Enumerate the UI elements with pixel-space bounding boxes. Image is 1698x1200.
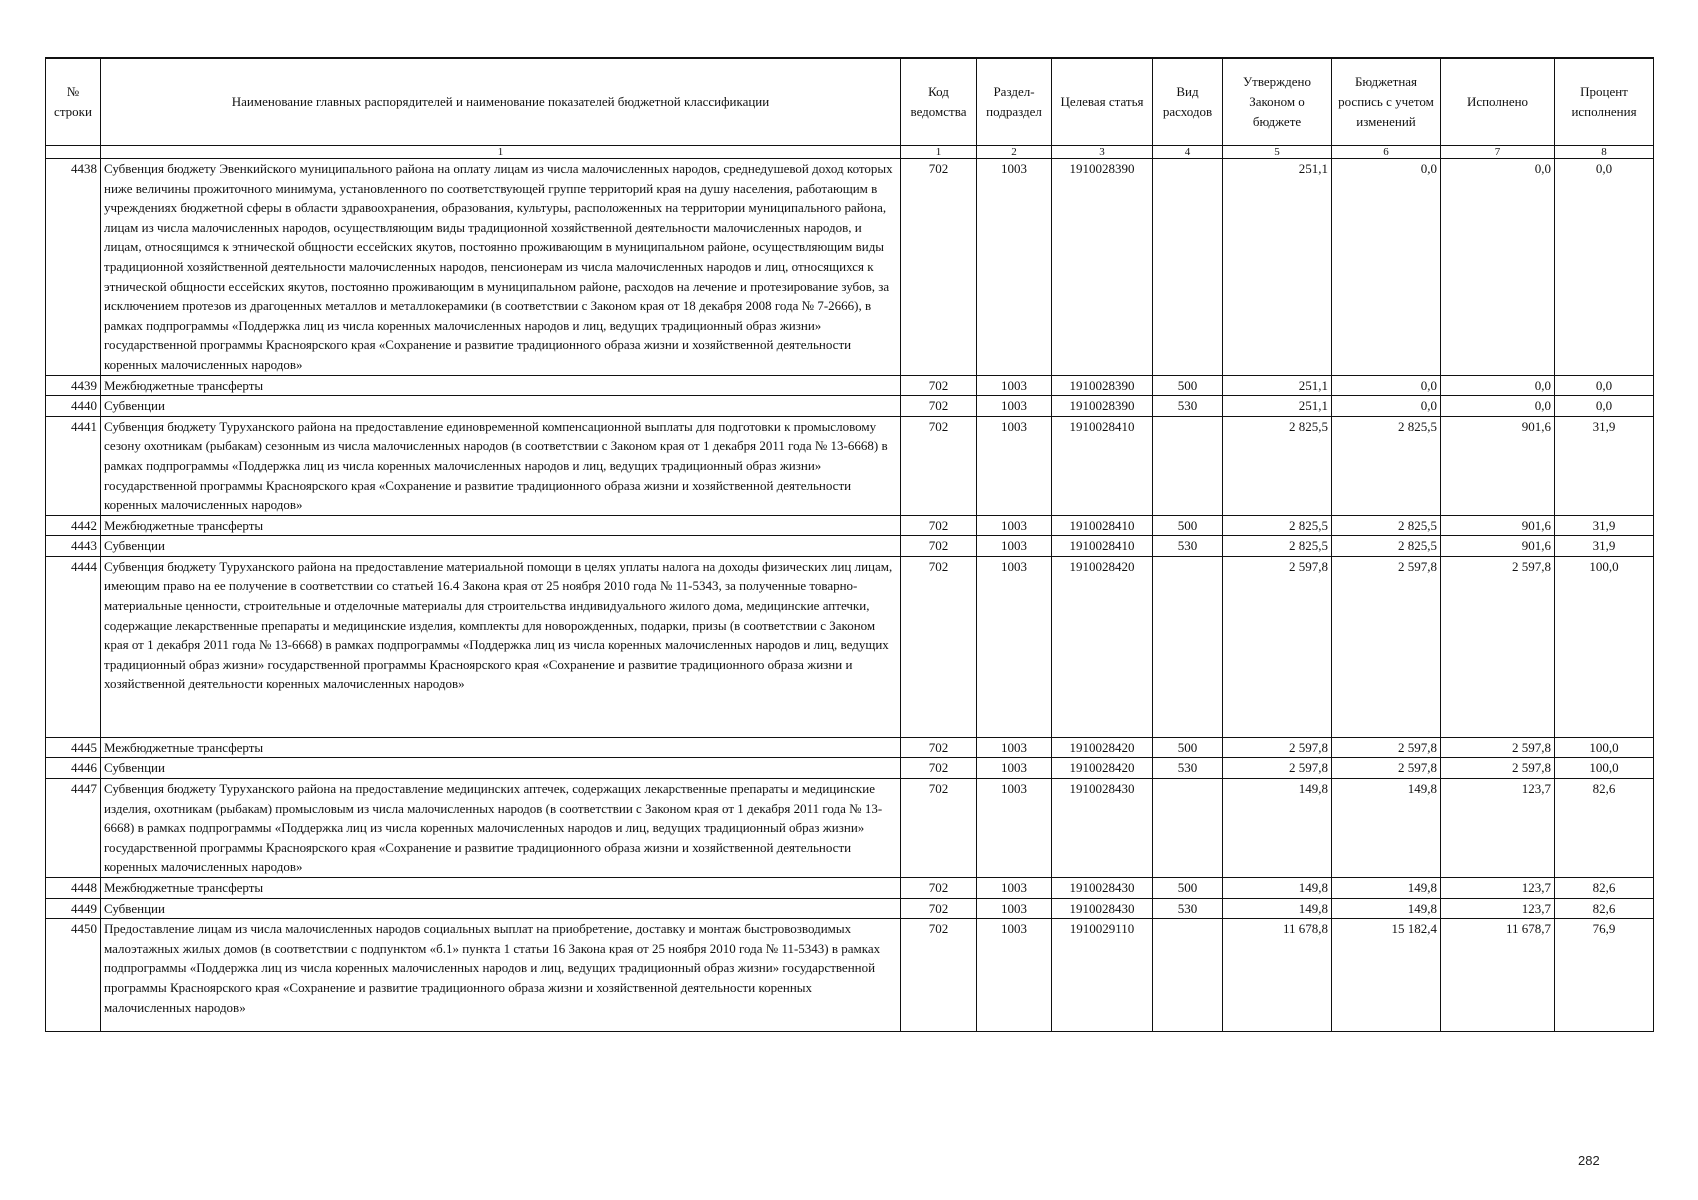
dept-code: 702 [901,515,977,536]
table-row [46,159,1654,376]
row-name: Межбюджетные трансферты [101,878,901,899]
dept-code: 702 [901,737,977,758]
budget-amount: 0,0 [1332,159,1441,376]
column-number: 8 [1555,146,1654,159]
table-row [46,919,1654,1032]
row-number: 4446 [46,758,101,779]
expense-type: 500 [1153,375,1223,396]
dept-code: 702 [901,159,977,376]
dept-code: 702 [901,556,977,737]
target-code: 1910029110 [1052,919,1153,1032]
section-code: 1003 [977,758,1052,779]
budget-amount: 149,8 [1332,779,1441,878]
table-row [46,878,1654,899]
header-approved: Утверждено Законом о бюджете [1223,58,1332,146]
dept-code: 702 [901,779,977,878]
column-number: 4 [1153,146,1223,159]
row-number: 4442 [46,515,101,536]
column-number: 1 [901,146,977,159]
target-code: 1910028390 [1052,159,1153,376]
percent-executed: 82,6 [1555,898,1654,919]
executed-amount: 2 597,8 [1441,737,1555,758]
percent-executed: 100,0 [1555,758,1654,779]
budget-amount: 149,8 [1332,898,1441,919]
budget-amount: 2 597,8 [1332,556,1441,737]
row-number: 4445 [46,737,101,758]
budget-amount: 2 597,8 [1332,737,1441,758]
column-number: 2 [977,146,1052,159]
table-row [46,375,1654,396]
column-number [46,146,101,159]
section-code: 1003 [977,779,1052,878]
table-row [46,556,1654,737]
dept-code: 702 [901,898,977,919]
row-name: Субвенции [101,536,901,557]
dept-code: 702 [901,536,977,557]
percent-executed: 0,0 [1555,375,1654,396]
percent-executed: 82,6 [1555,878,1654,899]
row-name: Субвенции [101,898,901,919]
budget-report-sheet [45,57,1653,1032]
target-code: 1910028430 [1052,779,1153,878]
executed-amount: 901,6 [1441,536,1555,557]
row-number: 4449 [46,898,101,919]
expense-type [1153,159,1223,376]
budget-table [45,57,1654,1032]
expense-type [1153,416,1223,515]
row-name: Предоставление лицам из числа малочисленных народов социальных выплат на приобретение, доставку и монтаж быстровозводимых малоэтажных жилых домов (в соответствии с подпунктом «б.1» пункта 1 статьи 16 Закона края от 25 ноября 2010 года № 11-5343) в рамках подпрограммы «Поддержка лиц из числа коренных малочисленных народов и лиц, ведущих традиционный образ жизни» государственной программы Красноярского края «Сохранение и развитие традиционного образа жизни и хозяйственной деятельности коренных малочисленных народов» [101,919,901,1032]
row-name: Межбюджетные трансферты [101,737,901,758]
approved-amount: 2 825,5 [1223,536,1332,557]
percent-executed: 100,0 [1555,556,1654,737]
row-name: Субвенции [101,758,901,779]
target-code: 1910028430 [1052,898,1153,919]
row-number: 4441 [46,416,101,515]
executed-amount: 901,6 [1441,416,1555,515]
header-expense-type: Вид расходов [1153,58,1223,146]
table-row [46,737,1654,758]
row-name: Субвенции [101,396,901,417]
table-row [46,515,1654,536]
expense-type [1153,779,1223,878]
dept-code: 702 [901,396,977,417]
approved-amount: 251,1 [1223,159,1332,376]
percent-executed: 31,9 [1555,515,1654,536]
percent-executed: 0,0 [1555,396,1654,417]
section-code: 1003 [977,396,1052,417]
row-number: 4443 [46,536,101,557]
budget-amount: 0,0 [1332,375,1441,396]
budget-amount: 2 825,5 [1332,515,1441,536]
header-executed: Исполнено [1441,58,1555,146]
executed-amount: 2 597,8 [1441,758,1555,779]
section-code: 1003 [977,416,1052,515]
expense-type: 530 [1153,396,1223,417]
executed-amount: 0,0 [1441,396,1555,417]
header-dept-code: Код ведомства [901,58,977,146]
executed-amount: 901,6 [1441,515,1555,536]
percent-executed: 31,9 [1555,416,1654,515]
target-code: 1910028410 [1052,416,1153,515]
approved-amount: 149,8 [1223,898,1332,919]
approved-amount: 149,8 [1223,779,1332,878]
row-number: 4440 [46,396,101,417]
budget-amount: 0,0 [1332,396,1441,417]
row-number: 4444 [46,556,101,737]
header-name: Наименование главных распорядителей и наименование показателей бюджетной классификации [101,58,901,146]
executed-amount: 123,7 [1441,878,1555,899]
section-code: 1003 [977,878,1052,899]
dept-code: 702 [901,375,977,396]
page-number: 282 [1578,1153,1600,1168]
approved-amount: 2 597,8 [1223,737,1332,758]
budget-amount: 149,8 [1332,878,1441,899]
section-code: 1003 [977,556,1052,737]
expense-type [1153,556,1223,737]
table-row [46,779,1654,878]
expense-type: 500 [1153,515,1223,536]
expense-type: 530 [1153,898,1223,919]
column-number: 7 [1441,146,1555,159]
header-section: Раздел-подраздел [977,58,1052,146]
row-number: 4447 [46,779,101,878]
approved-amount: 2 597,8 [1223,556,1332,737]
column-number: 6 [1332,146,1441,159]
row-name: Субвенция бюджету Туруханского района на предоставление медицинских аптечек, содержащих лекарственные препараты и медицинские изделия, охотникам (рыбакам) промысловым из числа малочисленных народов (в соответствии с Законом края от 1 декабря 2011 года № 13-6668) в рамках подпрограммы «Поддержка лиц из числа коренных малочисленных народов и лиц, ведущих традиционный образ жизни» государственной программы Красноярского края «Сохранение и развитие традиционного образа жизни и хозяйственной деятельности коренных малочисленных народов» [101,779,901,878]
column-number: 3 [1052,146,1153,159]
approved-amount: 251,1 [1223,396,1332,417]
row-name: Межбюджетные трансферты [101,375,901,396]
target-code: 1910028420 [1052,737,1153,758]
section-code: 1003 [977,898,1052,919]
table-row [46,416,1654,515]
percent-executed: 76,9 [1555,919,1654,1032]
row-name: Субвенция бюджету Эвенкийского муниципального района на оплату лицам из числа малочисленных народов, среднедушевой доход которых ниже величины прожиточного минимума, установленного по соответствующей группе территорий края на душу населения, работающим в учреждениях бюджетной сферы в области здравоохранения, образования, культуры, расположенных на территории муниципального района, лицам из числа малочисленных народов, осуществляющим виды традиционной хозяйственной деятельности малочисленных народов, и лицам, относящимся к этнической общности ессейских якутов, постоянно проживающим в муниципальном районе, осуществляющим виды традиционной хозяйственной деятельности малочисленных народов, пенсионерам из числа малочисленных народов и лиц, относящихся к этнической общности ессейских якутов, постоянно проживающим в муниципальном районе, расходов на лечение и протезирование зубов, за исключением протезов из драгоценных металлов и металлокерамики (в соответствии с Законом края от 18 декабря 2008 года № 7-2666), в рамках подпрограммы «Поддержка лиц из числа коренных малочисленных народов и лиц, ведущих традиционный образ жизни» государственной программы Красноярского края «Сохранение и развитие традиционного образа жизни и хозяйственной деятельности коренных малочисленных народов» [101,159,901,376]
budget-amount: 15 182,4 [1332,919,1441,1032]
target-code: 1910028430 [1052,878,1153,899]
approved-amount: 2 825,5 [1223,515,1332,536]
dept-code: 702 [901,758,977,779]
row-name: Субвенция бюджету Туруханского района на предоставление единовременной компенсационной выплаты для подготовки к промысловому сезону охотникам (рыбакам) сезонным из числа малочисленных народов (в соответствии с Законом края от 1 декабря 2011 года № 13-6668) в рамках подпрограммы «Поддержка лиц из числа коренных малочисленных народов и лиц, ведущих традиционный образ жизни» государственной программы Красноярского края «Сохранение и развитие традиционного образа жизни и хозяйственной деятельности коренных малочисленных народов» [101,416,901,515]
row-name: Субвенция бюджету Туруханского района на предоставление материальной помощи в целях уплаты налога на доходы физических лиц лицам, имеющим право на ее получение в соответствии со статьей 16.4 Закона края от 25 ноября 2010 года № 11-5343, за полученные товарно-материальные ценности, строительные и отделочные материалы для строительства индивидуального жилого дома, медицинские аптечки, содержащие лекарственные препараты и медицинские изделия, комплекты для новорожденных, подарки, призы (в соответствии с Законом края от 1 декабря 2011 года № 13-6668) в рамках подпрограммы «Поддержка лиц из числа коренных малочисленных народов и лиц, ведущих традиционный образ жизни» государственной программы Красноярского края «Сохранение и развитие традиционного образа жизни и хозяйственной деятельности коренных малочисленных народов» [101,556,901,737]
row-number: 4439 [46,375,101,396]
row-number: 4450 [46,919,101,1032]
header-row-number: № строки [46,58,101,146]
percent-executed: 31,9 [1555,536,1654,557]
target-code: 1910028420 [1052,758,1153,779]
percent-executed: 100,0 [1555,737,1654,758]
approved-amount: 11 678,8 [1223,919,1332,1032]
row-number: 4448 [46,878,101,899]
dept-code: 702 [901,416,977,515]
section-code: 1003 [977,515,1052,536]
percent-executed: 82,6 [1555,779,1654,878]
table-row [46,898,1654,919]
header-target: Целевая статья [1052,58,1153,146]
approved-amount: 251,1 [1223,375,1332,396]
budget-amount: 2 597,8 [1332,758,1441,779]
table-row [46,758,1654,779]
executed-amount: 123,7 [1441,779,1555,878]
budget-amount: 2 825,5 [1332,416,1441,515]
target-code: 1910028390 [1052,396,1153,417]
approved-amount: 2 825,5 [1223,416,1332,515]
expense-type: 500 [1153,737,1223,758]
dept-code: 702 [901,878,977,899]
expense-type [1153,919,1223,1032]
section-code: 1003 [977,159,1052,376]
approved-amount: 2 597,8 [1223,758,1332,779]
dept-code: 702 [901,919,977,1032]
column-number: 5 [1223,146,1332,159]
expense-type: 500 [1153,878,1223,899]
section-code: 1003 [977,737,1052,758]
expense-type: 530 [1153,536,1223,557]
expense-type: 530 [1153,758,1223,779]
column-number-row [46,146,1654,159]
table-row [46,396,1654,417]
section-code: 1003 [977,536,1052,557]
executed-amount: 0,0 [1441,375,1555,396]
executed-amount: 123,7 [1441,898,1555,919]
target-code: 1910028410 [1052,515,1153,536]
header-percent: Процент исполнения [1555,58,1654,146]
executed-amount: 11 678,7 [1441,919,1555,1032]
target-code: 1910028410 [1052,536,1153,557]
percent-executed: 0,0 [1555,159,1654,376]
table-header-row [46,58,1654,146]
target-code: 1910028420 [1052,556,1153,737]
row-number: 4438 [46,159,101,376]
budget-amount: 2 825,5 [1332,536,1441,557]
header-budget-list: Бюджетная роспись с учетом изменений [1332,58,1441,146]
row-name: Межбюджетные трансферты [101,515,901,536]
executed-amount: 2 597,8 [1441,556,1555,737]
column-number: 1 [101,146,901,159]
executed-amount: 0,0 [1441,159,1555,376]
section-code: 1003 [977,919,1052,1032]
approved-amount: 149,8 [1223,878,1332,899]
table-row [46,536,1654,557]
target-code: 1910028390 [1052,375,1153,396]
section-code: 1003 [977,375,1052,396]
